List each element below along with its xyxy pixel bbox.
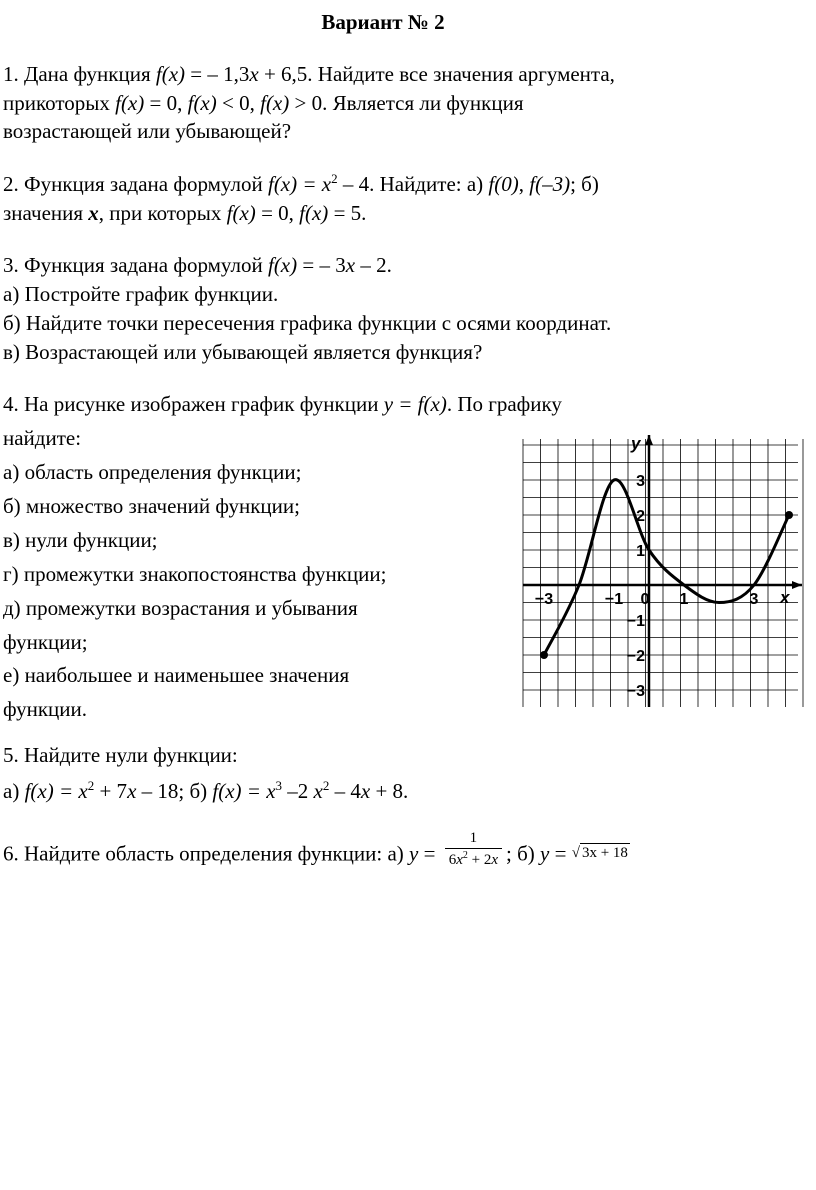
- x-tick-label: 1: [679, 591, 689, 608]
- q5-exp2: 2: [322, 778, 330, 793]
- q6-mid: ; б): [506, 841, 541, 866]
- q3-x: x: [345, 253, 356, 277]
- q5-exp3: 3: [275, 778, 283, 793]
- q6-y2: y: [540, 841, 550, 866]
- q1-eq1: = – 1,3: [185, 62, 250, 86]
- q1-fx: f(x): [155, 62, 186, 86]
- y-tick-label: −3: [626, 683, 645, 700]
- x-tick-label: −1: [604, 591, 624, 608]
- q4-item-e1: д) промежутки возрастания и убывания: [3, 596, 358, 620]
- y-axis-label: y: [631, 434, 641, 453]
- q5-exp: 2: [87, 778, 95, 793]
- radical-sign-icon: √: [571, 845, 580, 861]
- q6-line: [3, 830, 630, 877]
- q2-l2d: = 5.: [328, 201, 367, 225]
- q6-fraction: [445, 828, 502, 871]
- tick-labels: [535, 473, 759, 700]
- q4-number: 4. На рисунке изображен график функции: [3, 392, 384, 416]
- q3-rest: – 2.: [355, 253, 392, 277]
- q5-x1: x: [127, 779, 137, 803]
- q1-line-1: [3, 64, 615, 85]
- q3-fx: f(x): [267, 253, 298, 277]
- q6-radicand: 3x + 18: [581, 845, 628, 861]
- q5-a3: – 18; б): [136, 779, 213, 803]
- q4-line-2: найдите:: [3, 426, 82, 450]
- q1-l2c: < 0,: [216, 91, 261, 115]
- x-tick-label: 0: [640, 591, 650, 608]
- q5-line-2: [3, 778, 409, 803]
- q3-item-c: в) Возрастающей или убывающей является функция?: [3, 340, 483, 364]
- y-axis-arrow-icon: [645, 435, 653, 445]
- q6-den-x: x: [456, 852, 463, 868]
- y-tick-label: 1: [636, 543, 645, 560]
- x-axis-arrow-icon: [792, 581, 802, 589]
- q5-x3: x: [360, 779, 371, 803]
- q3-item-a: а) Постройте график функции.: [3, 282, 279, 306]
- q2-fx: f(x) = x: [267, 172, 332, 196]
- q2-l2a: значения: [3, 201, 89, 225]
- q2-l2b: , при которых: [98, 201, 227, 225]
- q4-item-c: в) нули функции;: [3, 528, 158, 552]
- q4-item-f1: е) наибольшее и наименьшее значения: [3, 663, 350, 687]
- q2-exp: 2: [331, 171, 338, 186]
- y-tick-label: −2: [626, 648, 645, 665]
- q6-den-b: + 2: [467, 852, 492, 868]
- q2-fx3: f(x): [299, 201, 329, 225]
- q6-denominator: [445, 849, 502, 871]
- q1-l2d: > 0. Является ли функция: [289, 91, 524, 115]
- q1-fx3: f(x): [187, 91, 217, 115]
- q1-fx2: f(x): [115, 91, 145, 115]
- q6-numerator: 1: [445, 828, 502, 849]
- function-graph: [520, 433, 804, 711]
- x-tick-label: 3: [749, 591, 759, 608]
- q4-item-b: б) множество значений функции;: [3, 494, 300, 518]
- q4-item-a: а) область определения функции;: [3, 460, 302, 484]
- q5-b3: + 8.: [370, 779, 409, 803]
- q2-f0: f(0): [488, 172, 519, 196]
- q4-item-f2: функции.: [3, 697, 87, 721]
- q3-number: 3. Функция задана формулой: [3, 253, 268, 277]
- y-tick-label: 3: [636, 473, 645, 490]
- q1-l2a: прикоторых: [3, 91, 116, 115]
- q5-a2: + 7: [94, 779, 128, 803]
- q4-rest: . По графику: [446, 392, 562, 416]
- q1-eq2: + 6,5. Найдите все значения аргумента,: [258, 62, 615, 86]
- q5-x2: x: [313, 779, 323, 803]
- q6-eq: =: [418, 841, 441, 866]
- q5-b2: – 4: [329, 779, 361, 803]
- q4-y: y = f(x): [383, 392, 447, 416]
- q1-line-3: возрастающей или убывающей?: [3, 119, 292, 143]
- q4-item-e2: функции;: [3, 630, 88, 654]
- q5-fa: f(x) = x: [24, 779, 88, 803]
- q5-line-1: 5. Найдите нули функции:: [3, 743, 238, 767]
- q3-line-1: [3, 255, 392, 276]
- q6-den-x2: x: [491, 852, 499, 868]
- q5-a-label: а): [3, 779, 25, 803]
- q6-sqrt: [572, 843, 630, 862]
- q6-number: 6. Найдите область определения функции: а): [3, 841, 410, 866]
- q2-line-2: [3, 203, 366, 224]
- y-tick-label: 2: [636, 508, 645, 525]
- q2-line-1: [3, 171, 599, 196]
- q1-l2b: = 0,: [144, 91, 188, 115]
- q2-rest: – 4. Найдите: а): [337, 172, 489, 196]
- y-tick-label: −1: [626, 613, 645, 630]
- q6-eq2: =: [549, 841, 572, 866]
- q4-line-1: [3, 394, 562, 415]
- q6-den-a: 6: [448, 852, 457, 868]
- q2-rest2: ; б): [570, 172, 599, 196]
- q6-y1: y: [409, 841, 419, 866]
- q2-number: 2. Функция задана формулой: [3, 172, 268, 196]
- q1-x: x: [249, 62, 259, 86]
- q2-x: x: [88, 201, 99, 225]
- q3-item-b: б) Найдите точки пересечения графика функции с осями координат.: [3, 311, 612, 335]
- q2-comma: ,: [518, 172, 530, 196]
- curve-start-point: [540, 651, 548, 659]
- q2-fm3: f(–3): [529, 172, 571, 196]
- x-axis-label: x: [780, 588, 790, 607]
- q1-number: 1. Дана функция: [3, 62, 156, 86]
- x-tick-label: −3: [534, 591, 554, 608]
- q1-line-2: [3, 93, 524, 114]
- q2-fx2: f(x): [226, 201, 256, 225]
- q6-den-exp: 2: [462, 850, 468, 861]
- graph-axes: [523, 435, 802, 707]
- q4-item-d: г) промежутки знакопостоянства функции;: [3, 562, 387, 586]
- q3-eq: = – 3: [297, 253, 346, 277]
- q5-b1: –2: [282, 779, 314, 803]
- q5-fb: f(x) = x: [212, 779, 276, 803]
- q2-l2c: = 0,: [255, 201, 300, 225]
- page-title: Вариант № 2: [321, 10, 445, 34]
- q1-fx4: f(x): [260, 91, 290, 115]
- curve-end-point: [785, 511, 793, 519]
